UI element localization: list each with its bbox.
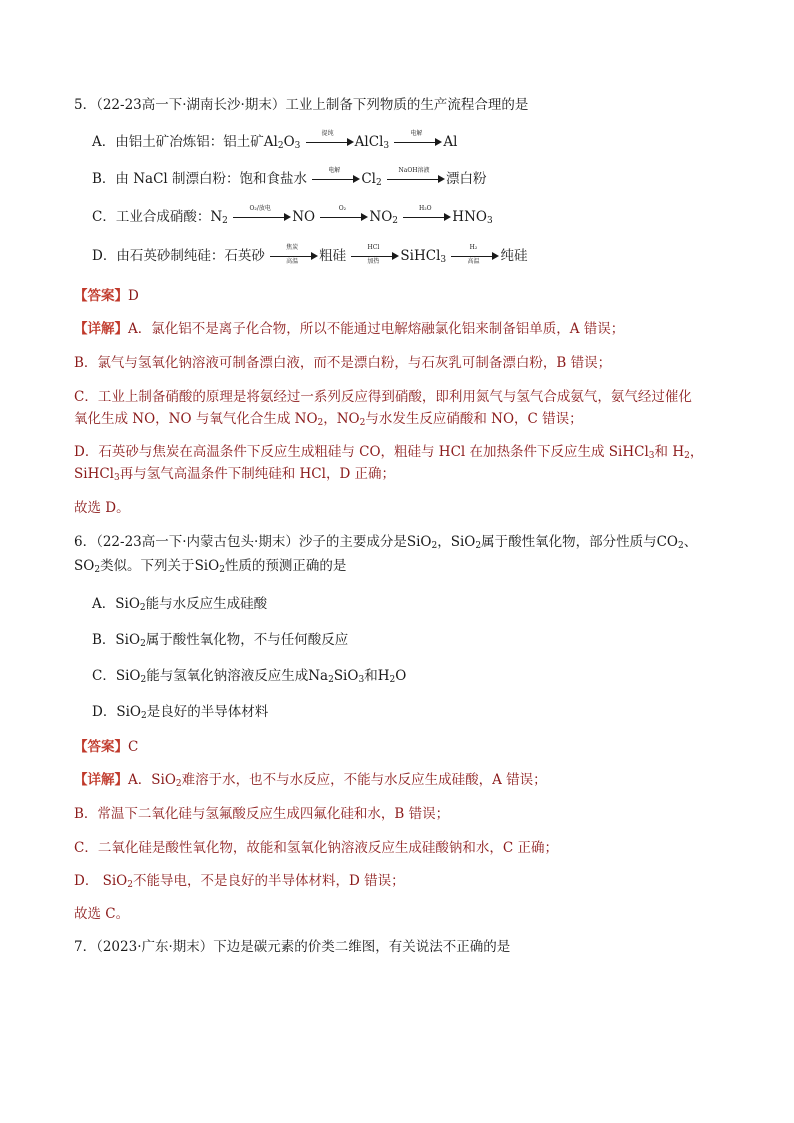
q5-conclusion: 故选 D。 [74, 500, 130, 516]
arrow-icon: H₂O [403, 209, 451, 223]
q6-detail-c: C．二氧化硅是酸性氧化物，故能和氢氧化钠溶液反应生成硅酸钠和水，C 正确； [74, 840, 558, 856]
q7-stem: 7．（2023·广东·期末）下边是碳元素的价类二维图，有关说法不正确的是 [74, 939, 511, 955]
q5-detail-b: B．氯气与氢氧化钠溶液可制备漂白液，而不是漂白粉，与石灰乳可制备漂白粉，B 错误； [74, 355, 612, 371]
q5-detail-a: 【详解】A．氯化铝不是离子化合物，所以不能通过电解熔融氯化铝来制备铝单质，A 错误； [74, 321, 625, 337]
q6-option-d: D．SiO$_2$是良好的半导体材料 [92, 704, 269, 721]
q5-stem: 5．（22-23高一下·湖南长沙·期末）工业上制备下列物质的生产流程合理的是 [74, 97, 529, 113]
q6-option-a: A．SiO$_2$能与水反应生成硅酸 [92, 596, 268, 613]
arrow-icon: 提纯 [306, 134, 354, 148]
arrow-icon: HCl 加热 [351, 248, 399, 262]
q5-answer: 【答案】D [74, 288, 139, 304]
q5-detail-c1: C．工业上制备硝酸的原理是将氨经过一系列反应得到硝酸，即利用氮气与氢气合成氨气，氨气经过催化 [74, 389, 692, 405]
q6-answer: 【答案】C [74, 739, 139, 755]
q6-stem-line1: 6．（22-23高一下·内蒙古包头·期末）沙子的主要成分是SiO$_2$，SiO$_2$属于酸性氧化物，部分性质与$CO_2$、 [74, 534, 698, 551]
q6-stem-line2: $SO_2$类似。下列关于SiO$_2$性质的预测正确的是 [74, 558, 347, 575]
arrow-icon: 电解 [312, 171, 360, 185]
q5-option-c: C．工业合成硝酸：$N_2$ O₂/放电 NO O₂ $NO_2$ H₂O $HNO_3$ [92, 205, 493, 226]
q6-detail-a: 【详解】A．SiO$_2$难溶于水，也不与水反应，不能与水反应生成硅酸，A 错误； [74, 772, 547, 789]
q5-option-d: D．由石英砂制纯硅：石英砂 焦炭 高温 粗硅 HCl 加热 SiHCl$_3$ H₂ 高温 纯硅 [92, 244, 528, 265]
arrow-icon: NaOH溶液 [387, 171, 445, 185]
arrow-icon: 焦炭 高温 [270, 248, 318, 262]
arrow-icon: O₂ [320, 209, 368, 223]
q6-detail-d: D． SiO$_2$不能导电，不是良好的半导体材料，D 错误； [74, 873, 405, 890]
q5-option-b: B．由 NaCl 制漂白粉：饱和食盐水 电解 $Cl_2$ NaOH溶液 漂白粉 [92, 167, 487, 188]
q5-detail-d1: D．石英砂与焦炭在高温条件下反应生成粗硅与 CO，粗硅与 HCl 在加热条件下反应生成 SiHCl$_3$和 $H_2$， [74, 444, 704, 461]
q6-conclusion: 故选 C。 [74, 906, 130, 922]
q6-option-b: B．SiO$_2$属于酸性氧化物，不与任何酸反应 [92, 632, 349, 649]
q5-option-a: A．由铝土矿冶炼铝：铝土矿$Al_2O_3$ 提纯 AlCl$_3$ 电解 Al [92, 130, 458, 151]
q6-detail-b: B．常温下二氧化硅与氢氟酸反应生成四氟化硅和水，B 错误； [74, 806, 450, 822]
q6-option-c: C．SiO$_2$能与氢氧化钠溶液反应生成$Na_2SiO_3$和$H_2O$ [92, 668, 407, 685]
arrow-icon: O₂/放电 [233, 209, 291, 223]
arrow-icon: 电解 [394, 134, 442, 148]
q5-detail-c2: 氧化生成 NO，NO 与氧气化合生成 $NO_2$，$NO_2$与水发生反应硝酸和 NO，C 错误； [74, 411, 583, 428]
arrow-icon: H₂ 高温 [451, 248, 499, 262]
q5-detail-d2: SiHCl$_3$再与氢气高温条件下制纯硅和 HCl，D 正确； [74, 466, 396, 483]
